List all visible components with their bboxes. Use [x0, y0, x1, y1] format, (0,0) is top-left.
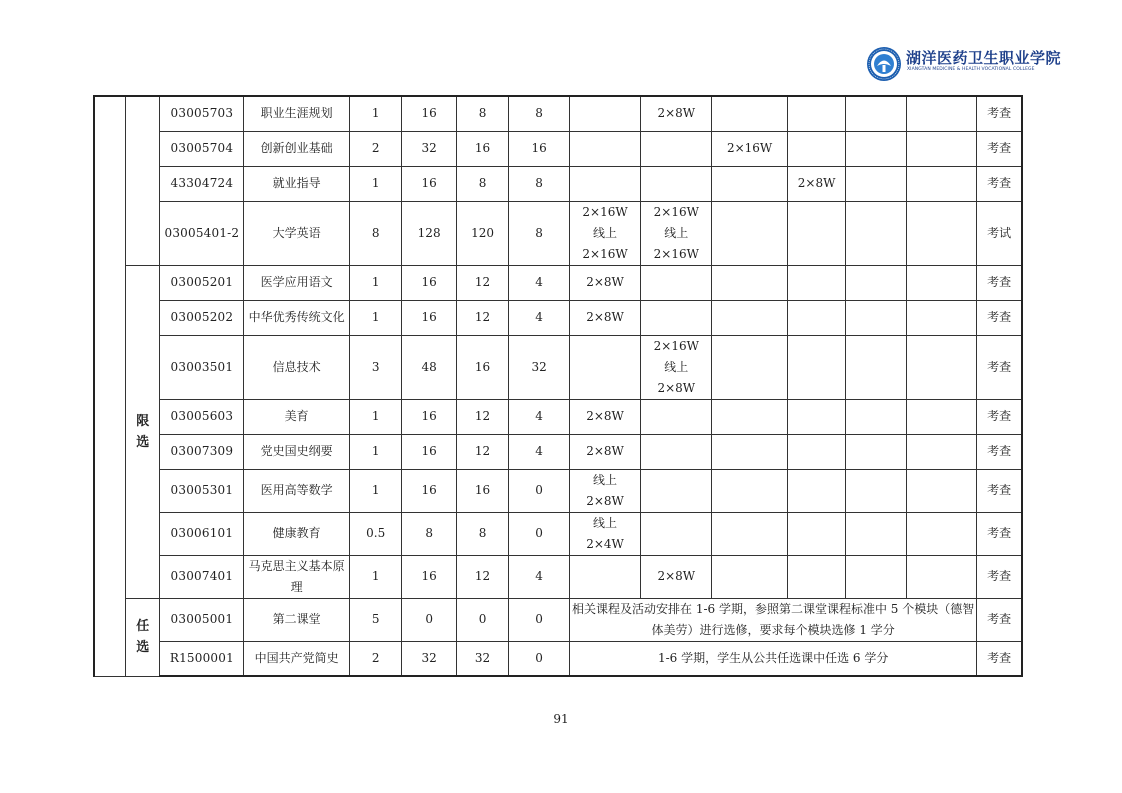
cell-semester-s6: [907, 399, 977, 434]
table-row: [94, 335, 1022, 399]
cell-semester-s6: [907, 265, 977, 300]
cell-code: 03007309: [160, 434, 244, 469]
cell-credit: 8: [350, 201, 402, 265]
cell-semester-s6: [907, 512, 977, 555]
cell-practice: 8: [509, 166, 570, 201]
cell-semester-s2: [641, 512, 712, 555]
cell-semester-s1: 2×8W: [569, 399, 640, 434]
cell-theory: 32: [456, 641, 508, 676]
page-number: 91: [553, 712, 569, 726]
cell-total: 16: [402, 399, 456, 434]
cell-semester-s3: [712, 265, 787, 300]
cell-practice: 4: [509, 265, 570, 300]
cell-total: 128: [402, 201, 456, 265]
cell-semester-s1: [569, 555, 640, 598]
category-char: 选: [136, 640, 150, 655]
cell-semester-s2: [641, 201, 712, 265]
semester-line: 线上: [664, 359, 689, 374]
cell-code: 03006101: [160, 512, 244, 555]
logo-english-name: XIANGTAN MEDICINE & HEALTH VOCATIONAL COLLEGE: [907, 67, 1035, 72]
cell-practice: 16: [509, 131, 570, 166]
college-logo: [866, 44, 1062, 84]
table-row: [94, 469, 1022, 512]
semester-line: 线上: [593, 515, 618, 530]
cell-code: 03005301: [160, 469, 244, 512]
cell-practice: 4: [509, 555, 570, 598]
cell-total: 32: [402, 641, 456, 676]
table-row: [94, 166, 1022, 201]
cell-code: 03005202: [160, 300, 244, 335]
cell-credit: 2: [350, 131, 402, 166]
category-limited: [125, 265, 160, 598]
cell-theory: 8: [456, 166, 508, 201]
cell-semester-s1: 2×8W: [569, 434, 640, 469]
cell-practice: 0: [509, 641, 570, 676]
cell-semester-s5: [846, 434, 907, 469]
cell-semester-s1: 2×8W: [569, 300, 640, 335]
cell-theory: 12: [456, 265, 508, 300]
cell-name: 第二课堂: [244, 598, 350, 641]
cell-credit: 1: [350, 265, 402, 300]
cell-semester-s5: [846, 166, 907, 201]
semester-line: 2×16W: [582, 246, 628, 261]
cell-theory: 16: [456, 131, 508, 166]
semester-line: 2×4W: [586, 536, 624, 551]
course-table: [93, 95, 1023, 677]
cell-name: 就业指导: [244, 166, 350, 201]
cell-semester-s4: [787, 555, 846, 598]
cell-theory: 12: [456, 300, 508, 335]
cell-semester-s2: 2×8W: [641, 555, 712, 598]
cell-practice: 0: [509, 512, 570, 555]
table-row: [94, 131, 1022, 166]
cell-total: 0: [402, 598, 456, 641]
cell-credit: 0.5: [350, 512, 402, 555]
cell-theory: 16: [456, 469, 508, 512]
cell-practice: 4: [509, 434, 570, 469]
cell-semester-s5: [846, 555, 907, 598]
cell-exam: 考查: [977, 131, 1022, 166]
cell-exam: 考查: [977, 265, 1022, 300]
cell-name: 马克思主义基本原理: [244, 555, 350, 598]
cell-credit: 3: [350, 335, 402, 399]
table-row: [94, 265, 1022, 300]
cell-exam: 考查: [977, 300, 1022, 335]
semester-line: 2×16W: [653, 246, 699, 261]
cell-semester-s3: [712, 201, 787, 265]
cell-semester-s2: [641, 265, 712, 300]
cell-semester-s1: 2×8W: [569, 265, 640, 300]
cell-semester-s5: [846, 335, 907, 399]
cell-name: 创新创业基础: [244, 131, 350, 166]
cell-semester-s3: 2×16W: [712, 131, 787, 166]
cell-semester-s6: [907, 166, 977, 201]
college-emblem-icon: [866, 46, 902, 82]
cell-exam: 考查: [977, 641, 1022, 676]
cell-semester-s5: [846, 399, 907, 434]
cell-semester-s6: [907, 96, 977, 131]
cell-semester-s3: [712, 469, 787, 512]
cell-theory: 8: [456, 96, 508, 131]
cell-total: 16: [402, 96, 456, 131]
cell-semester-s4: [787, 300, 846, 335]
cell-exam: 考查: [977, 469, 1022, 512]
cell-semester-s6: [907, 300, 977, 335]
cell-semester-s6: [907, 335, 977, 399]
cell-total: 16: [402, 555, 456, 598]
cell-semester-s5: [846, 469, 907, 512]
cell-semester-s2: [641, 399, 712, 434]
cell-semester-s6: [907, 469, 977, 512]
cell-semester-s3: [712, 166, 787, 201]
cell-semester-s3: [712, 300, 787, 335]
cell-practice: 4: [509, 399, 570, 434]
cell-semester-s3: [712, 555, 787, 598]
cell-total: 8: [402, 512, 456, 555]
cell-name: 医学应用语文: [244, 265, 350, 300]
cell-name: 健康教育: [244, 512, 350, 555]
cell-theory: 12: [456, 399, 508, 434]
cell-exam: 考查: [977, 335, 1022, 399]
cell-code: 03005201: [160, 265, 244, 300]
cell-semester-s3: [712, 96, 787, 131]
cell-credit: 5: [350, 598, 402, 641]
cell-code: 03005703: [160, 96, 244, 131]
table-row: [94, 399, 1022, 434]
cell-credit: 1: [350, 434, 402, 469]
cell-semester-s2: [641, 335, 712, 399]
cell-semester-s5: [846, 265, 907, 300]
category-char: 任: [136, 619, 150, 634]
semester-line: 2×16W: [653, 204, 699, 219]
cell-semester-s1: [569, 166, 640, 201]
cell-code: R1500001: [160, 641, 244, 676]
cell-semester-s3: [712, 335, 787, 399]
category-cell-blank: [125, 96, 160, 265]
cell-name: 党史国史纲要: [244, 434, 350, 469]
cell-name: 中国共产党简史: [244, 641, 350, 676]
cell-name: 职业生涯规划: [244, 96, 350, 131]
cell-semester-s4: [787, 512, 846, 555]
cell-name: 医用高等数学: [244, 469, 350, 512]
cell-exam: 考试: [977, 201, 1022, 265]
cell-total: 16: [402, 265, 456, 300]
cell-code: 03005001: [160, 598, 244, 641]
cell-exam: 考查: [977, 512, 1022, 555]
table-row: [94, 96, 1022, 131]
cell-semester-s3: [712, 399, 787, 434]
table-row: [94, 434, 1022, 469]
cell-semester-s4: [787, 434, 846, 469]
cell-semester-s4: [787, 265, 846, 300]
cell-theory: 8: [456, 512, 508, 555]
cell-code: 03005704: [160, 131, 244, 166]
semester-line: 2×16W: [653, 338, 699, 353]
cell-practice: 8: [509, 201, 570, 265]
cell-semester-s4: [787, 335, 846, 399]
cell-note: 1-6 学期，学生从公共任选课中任选 6 学分: [569, 641, 976, 676]
cell-code: 03005401-2: [160, 201, 244, 265]
cell-credit: 2: [350, 641, 402, 676]
cell-exam: 考查: [977, 166, 1022, 201]
semester-line: 2×8W: [657, 380, 696, 395]
cell-semester-s5: [846, 131, 907, 166]
cell-semester-s1: [569, 201, 640, 265]
cell-code: 03003501: [160, 335, 244, 399]
cell-practice: 4: [509, 300, 570, 335]
cell-total: 16: [402, 300, 456, 335]
cell-name: 中华优秀传统文化: [244, 300, 350, 335]
cell-semester-s4: [787, 131, 846, 166]
course-table-body: [94, 96, 1022, 676]
cell-code: 03005603: [160, 399, 244, 434]
cell-semester-s4: [787, 399, 846, 434]
cell-exam: 考查: [977, 555, 1022, 598]
cell-exam: 考查: [977, 399, 1022, 434]
cell-semester-s5: [846, 96, 907, 131]
cell-semester-s1: [569, 131, 640, 166]
table-row: [94, 300, 1022, 335]
category-char: 限: [136, 413, 150, 429]
cell-practice: 0: [509, 469, 570, 512]
cell-total: 16: [402, 166, 456, 201]
cell-theory: 0: [456, 598, 508, 641]
cell-semester-s5: [846, 300, 907, 335]
cell-semester-s4: [787, 96, 846, 131]
cell-semester-s3: [712, 512, 787, 555]
cell-exam: 考查: [977, 96, 1022, 131]
cell-semester-s3: [712, 434, 787, 469]
cell-credit: 1: [350, 469, 402, 512]
cell-note: 相关课程及活动安排在 1-6 学期，参照第二课堂课程标准中 5 个模块（德智体美劳）进行选修，要求每个模块选修 1 学分: [569, 598, 976, 641]
cell-theory: 12: [456, 434, 508, 469]
cell-credit: 1: [350, 399, 402, 434]
cell-name: 大学英语: [244, 201, 350, 265]
cell-exam: 考查: [977, 598, 1022, 641]
cell-semester-s1: [569, 512, 640, 555]
cell-semester-s6: [907, 555, 977, 598]
cell-theory: 16: [456, 335, 508, 399]
semester-line: 线上: [593, 225, 618, 240]
cell-semester-s2: 2×8W: [641, 96, 712, 131]
cell-practice: 8: [509, 96, 570, 131]
cell-semester-s5: [846, 201, 907, 265]
cell-credit: 1: [350, 300, 402, 335]
cell-total: 48: [402, 335, 456, 399]
cell-semester-s6: [907, 201, 977, 265]
cell-semester-s1: [569, 335, 640, 399]
cell-semester-s2: [641, 131, 712, 166]
cell-theory: 12: [456, 555, 508, 598]
cell-semester-s6: [907, 131, 977, 166]
cell-semester-s2: [641, 434, 712, 469]
cell-name: 信息技术: [244, 335, 350, 399]
category-char: 选: [136, 434, 150, 450]
cell-credit: 1: [350, 555, 402, 598]
table-row: [94, 598, 1022, 641]
cell-practice: 0: [509, 598, 570, 641]
table-row: [94, 641, 1022, 676]
cell-total: 16: [402, 434, 456, 469]
cell-semester-s2: [641, 469, 712, 512]
cell-code: 43304724: [160, 166, 244, 201]
cell-semester-s6: [907, 434, 977, 469]
cell-practice: 32: [509, 335, 570, 399]
cell-semester-s2: [641, 300, 712, 335]
semester-line: 线上: [593, 472, 618, 487]
cell-credit: 1: [350, 96, 402, 131]
cell-semester-s4: [787, 469, 846, 512]
semester-line: 线上: [664, 225, 689, 240]
cell-semester-s4: [787, 201, 846, 265]
logo-chinese-name: 湖洋医药卫生职业学院: [906, 49, 1062, 67]
cell-semester-s4: 2×8W: [787, 166, 846, 201]
cell-code: 03007401: [160, 555, 244, 598]
cell-total: 32: [402, 131, 456, 166]
cell-semester-s1: [569, 469, 640, 512]
cell-semester-s5: [846, 512, 907, 555]
cell-exam: 考查: [977, 434, 1022, 469]
semester-line: 2×16W: [582, 204, 628, 219]
table-row: [94, 201, 1022, 265]
table-row: [94, 512, 1022, 555]
cell-credit: 1: [350, 166, 402, 201]
cell-semester-s2: [641, 166, 712, 201]
cell-total: 16: [402, 469, 456, 512]
cell-semester-s1: [569, 96, 640, 131]
cell-theory: 120: [456, 201, 508, 265]
category-elective: [125, 598, 160, 676]
outer-category-cell: [94, 96, 125, 676]
semester-line: 2×8W: [586, 493, 624, 508]
table-row: [94, 555, 1022, 598]
cell-name: 美育: [244, 399, 350, 434]
